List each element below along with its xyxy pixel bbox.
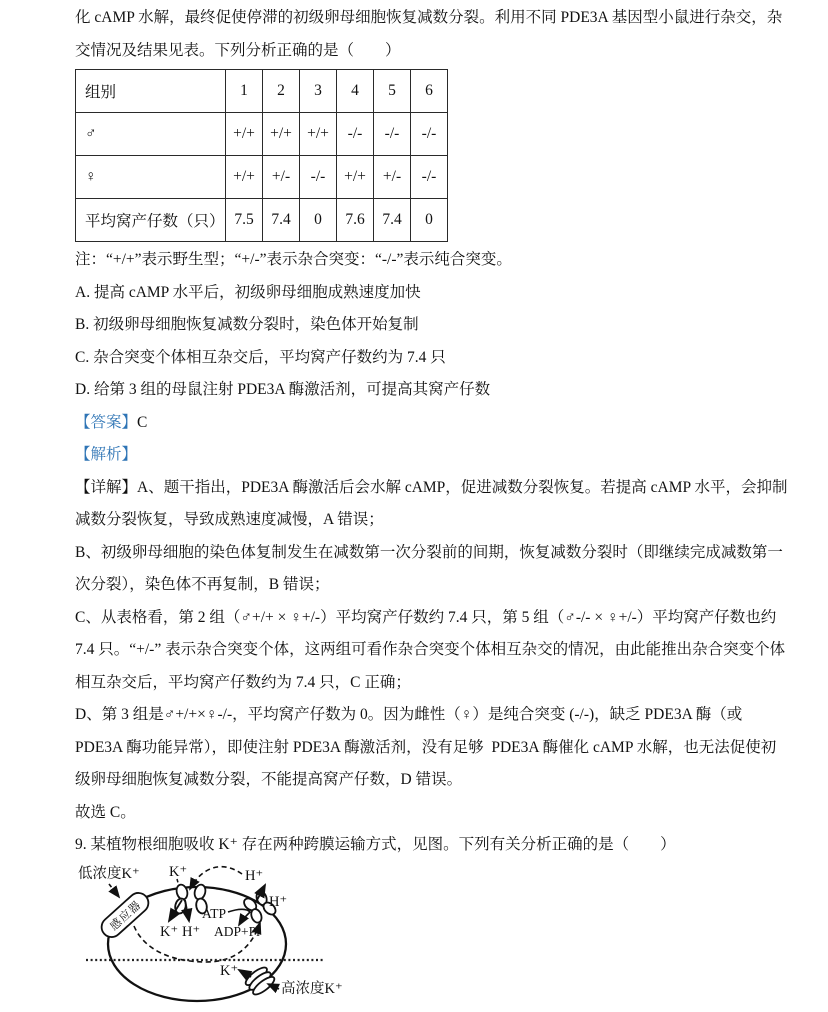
table-row-header-female: ♀	[76, 156, 226, 199]
table-cell: -/-	[411, 113, 448, 156]
table-row-header-litter: 平均窝产仔数（只）	[76, 199, 226, 242]
cell-diagram-svg	[76, 862, 424, 1007]
table-cell: +/-	[263, 156, 300, 199]
question-9-stem: 9. 某植物根细胞吸收 K⁺ 存在两种跨膜运输方式，见图。下列有关分析正确的是（ ）	[75, 836, 676, 853]
option-c: C. 杂合突变个体相互杂交后，平均窝产仔数约为 7.4 只	[75, 348, 446, 366]
detail-line: 减数分裂恢复，导致成熟速度减慢，A 错误；	[75, 511, 384, 528]
table-cell: 4	[337, 70, 374, 113]
detail-line: D、第 3 组是♂+/+×♀-/-，平均窝产仔数为 0。因为雌性（♀）是纯合突变 (-/-)，缺乏 PDE3A 酶（或	[75, 706, 743, 723]
option-d: D. 给第 3 组的母鼠注射 PDE3A 酶激活剂，可提高其窝产仔数	[75, 381, 491, 398]
table-cell: +/+	[300, 113, 337, 156]
table-cell: 3	[300, 70, 337, 113]
h-in-arrow	[185, 900, 189, 921]
table-cell: +/-	[374, 156, 411, 199]
detail-line: 级卵母细胞恢复减数分裂，不能提高窝产仔数，D 错误。	[75, 771, 463, 788]
table-cell: 7.5	[226, 199, 263, 242]
table-row	[76, 113, 448, 156]
adp-pi-label: ADP+Pi	[214, 923, 260, 939]
table-cell: +/+	[226, 113, 263, 156]
answer-line	[75, 407, 770, 440]
table-cell: 1	[226, 70, 263, 113]
table-cell: 2	[263, 70, 300, 113]
table-cell: -/-	[300, 156, 337, 199]
table-row	[76, 199, 448, 242]
k-bottom-arrow	[239, 970, 251, 977]
detail-line: 7.4 只。“+/-” 表示杂合突变个体，这两组可看作杂合突变个体相互杂交的情况，由此能推出杂合突变个体	[75, 641, 786, 658]
detail-line: C、从表格看，第 2 组（♂+/+ × ♀+/-）平均窝产仔数约 7.4 只，第 5 组（♂-/- × ♀+/-）平均窝产仔数也约	[75, 608, 777, 626]
high-k-label: 高浓度K⁺	[281, 980, 343, 997]
detail-line: B、初级卵母细胞的染色体复制发生在减数第一次分裂前的间期，恢复减数分裂时（即继续完成减数第一	[75, 543, 783, 561]
atp-adp-arrow	[228, 909, 250, 925]
k-bottom-label: K⁺	[220, 962, 239, 979]
h-out-right-label: H⁺	[269, 893, 288, 910]
h-in-label: H⁺	[182, 923, 201, 940]
table-cell: -/-	[374, 113, 411, 156]
k-transport-diagram	[76, 862, 770, 1012]
table-note: 注：“+/+”表示野生型；“+/-”表示杂合突变：“-/-”表示纯合突变。	[75, 251, 512, 268]
table-cell: 7.6	[337, 199, 374, 242]
atp-label: ATP	[202, 905, 227, 921]
k-top-label: K⁺	[169, 863, 188, 880]
table-row-header: 组别	[76, 70, 226, 113]
table-cell: 7.4	[374, 199, 411, 242]
option-a: A. 提高 cAMP 水平后，初级卵母细胞成熟速度加快	[75, 283, 421, 301]
table-cell: +/+	[226, 156, 263, 199]
h-out-top-label: H⁺	[245, 867, 264, 884]
analysis-label: 【解析】	[75, 446, 138, 463]
detail-line: 次分裂），染色体不再复制，B 错误；	[75, 576, 330, 593]
low-k-arrow	[109, 884, 119, 897]
k-in-label: K⁺	[160, 923, 179, 940]
table-cell: +/+	[337, 156, 374, 199]
detail-line: 【详解】A、题干指出，PDE3A 酶激活后会水解 cAMP，促进减数分裂恢复。若提高 cAMP 水平，会抑制	[75, 478, 788, 496]
conclusion-line: 故选 C。	[75, 803, 136, 821]
answer-label: 【答案】	[75, 413, 138, 431]
table-cell: -/-	[337, 113, 374, 156]
low-k-label: 低浓度K⁺	[78, 865, 140, 882]
k-efflux-transporter	[243, 964, 277, 997]
table-cell: 0	[411, 199, 448, 242]
table-row-header-male: ♂	[76, 113, 226, 156]
detail-line: 相互杂交后，平均窝产仔数约为 7.4 只，C 正确；	[75, 673, 411, 691]
question-intro-line: 交情况及结果见表。下列分析正确的是（ ）	[75, 41, 401, 59]
table-row	[76, 70, 448, 113]
detail-line: PDE3A 酶功能异常），即使注射 PDE3A 酶激活剂，没有足够 PDE3A 酶催化 cAMP 水解，也无法促使初	[75, 738, 777, 756]
table-cell: 5	[374, 70, 411, 113]
answer-value: C	[137, 413, 148, 431]
table-cell: 6	[411, 70, 448, 113]
sensor-label: 感应器	[108, 898, 144, 933]
option-b: B. 初级卵母细胞恢复减数分裂时，染色体开始复制	[75, 316, 419, 333]
question-intro-line: 化 cAMP 水解，最终促使停滞的初级卵母细胞恢复减数分裂。利用不同 PDE3A 基因型小鼠进行杂交，杂	[75, 9, 783, 26]
table-cell: -/-	[411, 156, 448, 199]
genotype-cross-table	[75, 69, 448, 242]
table-row	[76, 156, 448, 199]
table-cell: 7.4	[263, 199, 300, 242]
table-cell: 0	[300, 199, 337, 242]
table-cell: +/+	[263, 113, 300, 156]
sensor-capsule	[98, 888, 153, 940]
